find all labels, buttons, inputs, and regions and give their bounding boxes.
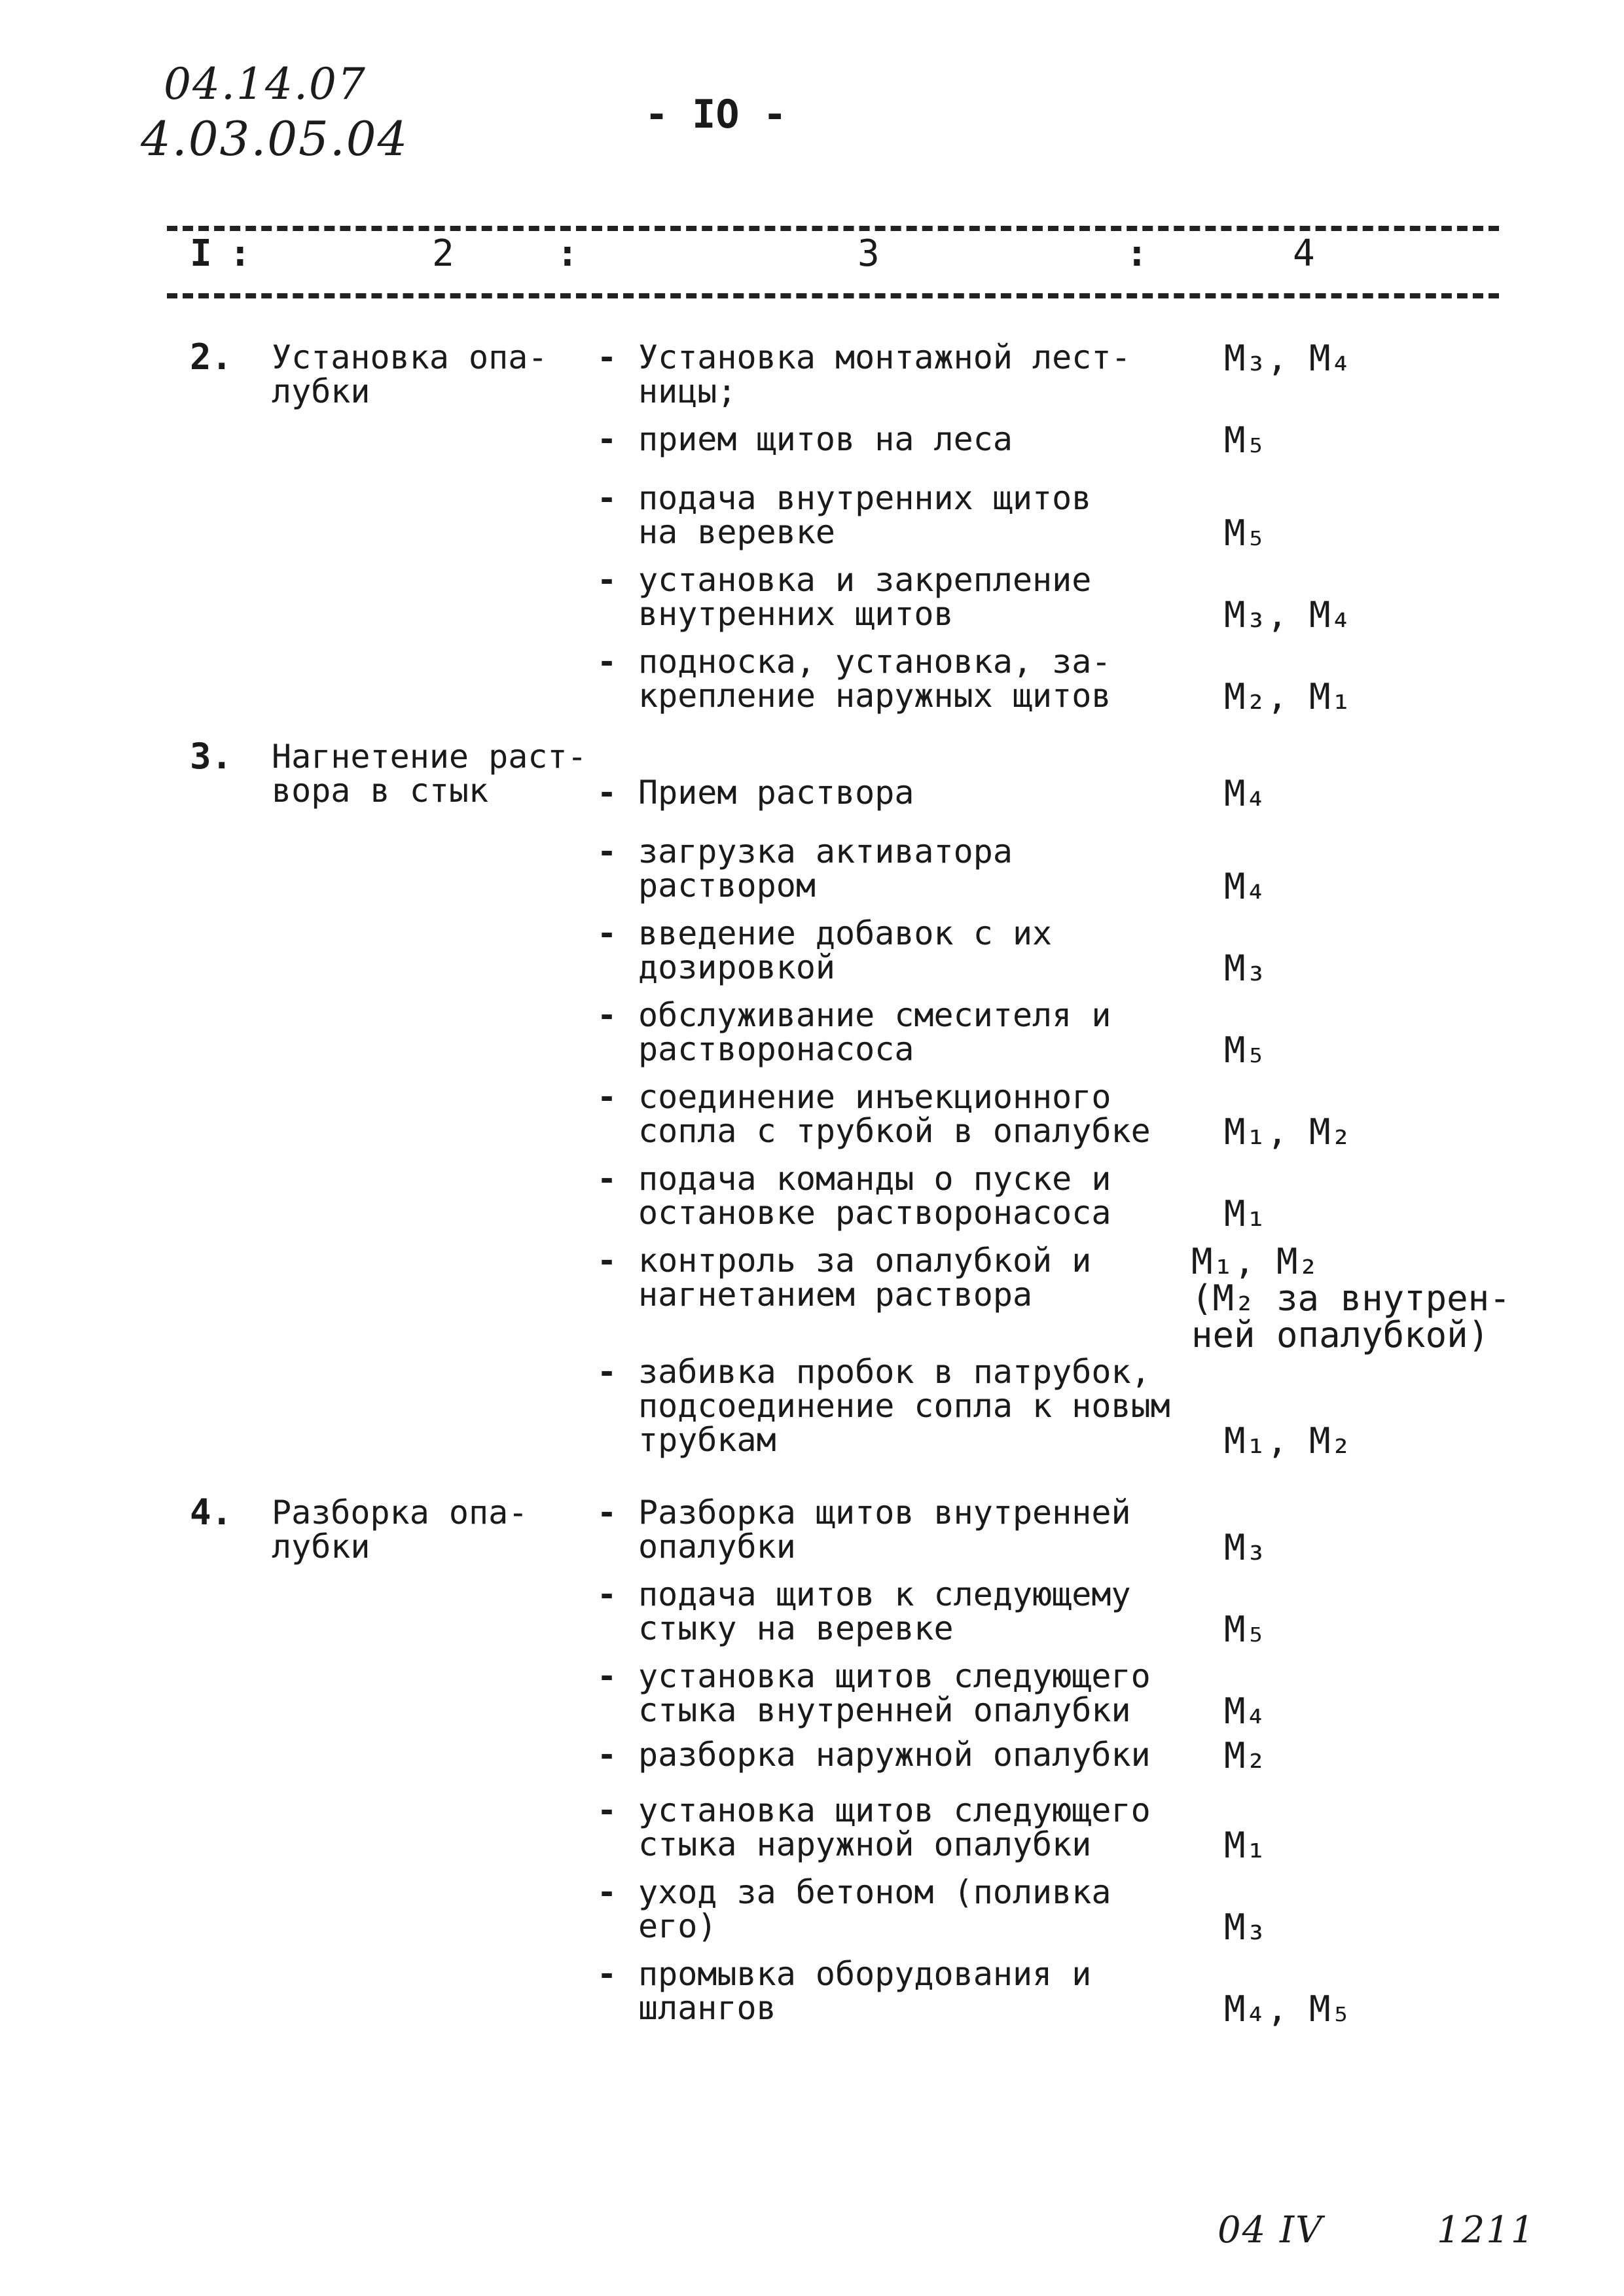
task-workers: М₂, М₁ [1224, 676, 1352, 717]
task-text: контроль за опалубкой и нагнетанием раствора [638, 1242, 1092, 1314]
task-dash: - [597, 1575, 617, 1613]
task-text: установка щитов следующего стыка наружной опалубки [638, 1791, 1151, 1863]
task-workers: М₅ [1224, 1030, 1267, 1071]
task-dash: - [597, 774, 617, 812]
section-number: 2. [190, 336, 233, 378]
section-number: 4. [190, 1492, 233, 1533]
task-text: обслуживание смесителя и растворонасоса [638, 996, 1111, 1068]
header-separator: : [1126, 232, 1148, 275]
task-dash: - [597, 914, 617, 952]
task-dash: - [597, 561, 617, 599]
task-text: уход за бетоном (поливка его) [638, 1873, 1111, 1945]
task-dash: - [597, 1657, 617, 1695]
task-workers: М₁, М₂ [1224, 1111, 1352, 1153]
header-separator: : [556, 232, 579, 275]
task-dash: - [597, 643, 617, 681]
task-text: подача щитов к следующему стыку на веревке [638, 1575, 1131, 1647]
task-dash: - [597, 1242, 617, 1280]
task-workers: М₃ [1224, 1527, 1267, 1568]
handwritten-code-top: 04.14.07 [164, 59, 367, 109]
task-workers: М₄, М₅ [1224, 1988, 1352, 2030]
task-text: подача команды о пуске и остановке растворонасоса [638, 1160, 1111, 1232]
task-dash: - [597, 1160, 617, 1198]
task-text: соединение инъекционного сопла с трубкой в опалубке [638, 1078, 1151, 1150]
task-workers: М₁ [1224, 1193, 1267, 1234]
task-dash: - [597, 479, 617, 517]
task-text: установка щитов следующего стыка внутренней опалубки [638, 1657, 1151, 1729]
task-workers: М₄ [1224, 1691, 1267, 1732]
header-col-3: 3 [857, 232, 880, 275]
task-text: Прием раствора [638, 774, 914, 812]
task-workers: М₅ [1224, 512, 1267, 554]
task-workers: М₁, М₂ (М₂ за внутрен- ней опалубкой) [1191, 1241, 1511, 1355]
task-dash: - [597, 420, 617, 458]
task-dash: - [597, 996, 617, 1034]
task-text: разборка наружной опалубки [638, 1736, 1151, 1774]
section-number: 3. [190, 736, 233, 777]
header-top-rule [167, 226, 1499, 231]
task-text: установка и закрепление внутренних щитов [638, 561, 1092, 633]
task-text: подача внутренних щитов на веревке [638, 479, 1092, 551]
task-text: Разборка щитов внутренней опалубки [638, 1494, 1131, 1566]
task-workers: М₄ [1224, 866, 1267, 907]
page-number: - IO - [645, 92, 787, 137]
task-text: забивка пробок в патрубок, подсоединение сопла к новым трубкам [638, 1353, 1170, 1459]
task-workers: М₅ [1224, 420, 1267, 461]
task-text: промывка оборудования и шлангов [638, 1955, 1092, 2027]
handwritten-footer-right: 1211 [1437, 2209, 1536, 2251]
task-workers: М₃, М₄ [1224, 338, 1352, 379]
section-title: Установка опа- лубки [272, 338, 548, 410]
task-text: подноска, установка, за- крепление наружных щитов [638, 643, 1111, 715]
task-text: прием щитов на леса [638, 420, 1013, 458]
task-dash: - [597, 1955, 617, 1993]
task-workers: М₂ [1224, 1735, 1267, 1776]
task-workers: М₁, М₂ [1224, 1420, 1352, 1462]
handwritten-code-bottom: 4.03.05.04 [141, 111, 409, 166]
task-workers: М₅ [1224, 1609, 1267, 1650]
task-dash: - [597, 1353, 617, 1391]
header-separator: : [229, 232, 251, 275]
task-workers: М₃, М₄ [1224, 594, 1352, 636]
header-col-1: I [190, 232, 212, 275]
header-col-2: 2 [432, 232, 454, 275]
task-text: Установка монтажной лест- ницы; [638, 338, 1131, 410]
task-workers: М₁ [1224, 1825, 1267, 1866]
handwritten-footer-left: 04 IV [1218, 2209, 1324, 2251]
task-dash: - [597, 1078, 617, 1116]
task-workers: М₃ [1224, 948, 1267, 989]
task-dash: - [597, 833, 617, 870]
header-bottom-rule [167, 293, 1499, 298]
section-title: Нагнетение раст- вора в стык [272, 738, 587, 810]
task-workers: М₄ [1224, 773, 1267, 814]
task-text: загрузка активатора раствором [638, 833, 1013, 905]
task-text: введение добавок с их дозировкой [638, 914, 1053, 986]
section-title: Разборка опа- лубки [272, 1494, 528, 1566]
task-dash: - [597, 338, 617, 376]
task-workers: М₃ [1224, 1907, 1267, 1948]
task-dash: - [597, 1494, 617, 1532]
task-dash: - [597, 1736, 617, 1774]
task-dash: - [597, 1791, 617, 1829]
header-col-4: 4 [1293, 232, 1315, 275]
task-dash: - [597, 1873, 617, 1911]
